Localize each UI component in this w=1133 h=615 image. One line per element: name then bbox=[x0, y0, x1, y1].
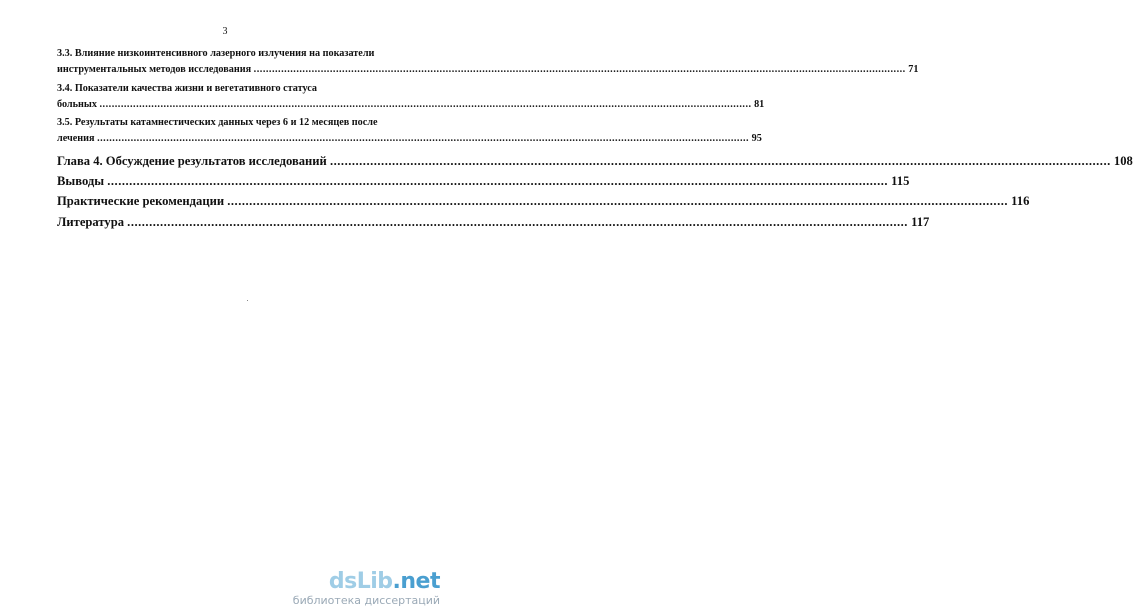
toc-page-number: 71 bbox=[908, 64, 919, 75]
toc-leader-dots bbox=[227, 194, 1008, 208]
page-number: 3 bbox=[222, 26, 228, 37]
toc-entry-recommendations bbox=[57, 193, 1030, 209]
toc-entry-title-line1: 3.3. Влияние низкоинтенсивного лазерного излучения на показатели bbox=[57, 48, 375, 59]
toc-entry-3-3 bbox=[57, 46, 919, 78]
toc-entry-literature bbox=[57, 214, 930, 230]
watermark-subtitle: библиотека диссертаций bbox=[292, 594, 440, 607]
toc-leader-dots bbox=[107, 174, 888, 188]
toc-entry-title-line1: 3.4. Показатели качества жизни и вегетативного статуса bbox=[57, 83, 317, 94]
toc-page-number: 108 bbox=[1113, 154, 1133, 168]
toc-entry-title: инструментальных методов исследования bbox=[57, 64, 252, 75]
watermark-logo: dsLib.net bbox=[328, 569, 440, 594]
toc-page-number: 115 bbox=[891, 174, 910, 188]
toc-leader-dots bbox=[127, 215, 908, 229]
toc-entry-title: Практические рекомендации bbox=[57, 194, 225, 208]
toc-entry-3-5 bbox=[57, 115, 762, 147]
toc-page-number: 95 bbox=[751, 133, 762, 144]
toc-entry-title-line2 bbox=[57, 62, 919, 78]
toc-leader-dots bbox=[97, 133, 749, 144]
toc-entry-title: Выводы bbox=[57, 174, 105, 188]
toc-entry-title-line1: 3.5. Результаты катамнестических данных через 6 и 12 месяцев после bbox=[57, 117, 378, 128]
toc-entry-title-line2 bbox=[57, 131, 762, 147]
toc-leader-dots bbox=[100, 99, 752, 110]
toc-entry-title: больных bbox=[57, 99, 97, 110]
toc-entry-title-line2 bbox=[57, 97, 765, 113]
toc-leader-dots bbox=[330, 154, 1111, 168]
toc-entry-title: лечения bbox=[57, 133, 95, 144]
scan-speck bbox=[247, 300, 248, 301]
toc-entry-chapter-4 bbox=[57, 153, 1133, 169]
toc-leader-dots bbox=[254, 64, 906, 75]
toc-page-number: 117 bbox=[911, 215, 930, 229]
toc-entry-title: Глава 4. Обсуждение результатов исследований bbox=[57, 154, 327, 168]
watermark bbox=[293, 570, 440, 607]
toc-page-number: 81 bbox=[754, 99, 765, 110]
toc-entry-conclusions bbox=[57, 173, 910, 189]
toc-entry-title: Литература bbox=[57, 215, 125, 229]
toc-entry-3-4 bbox=[57, 81, 765, 113]
toc-page-number: 116 bbox=[1011, 194, 1030, 208]
